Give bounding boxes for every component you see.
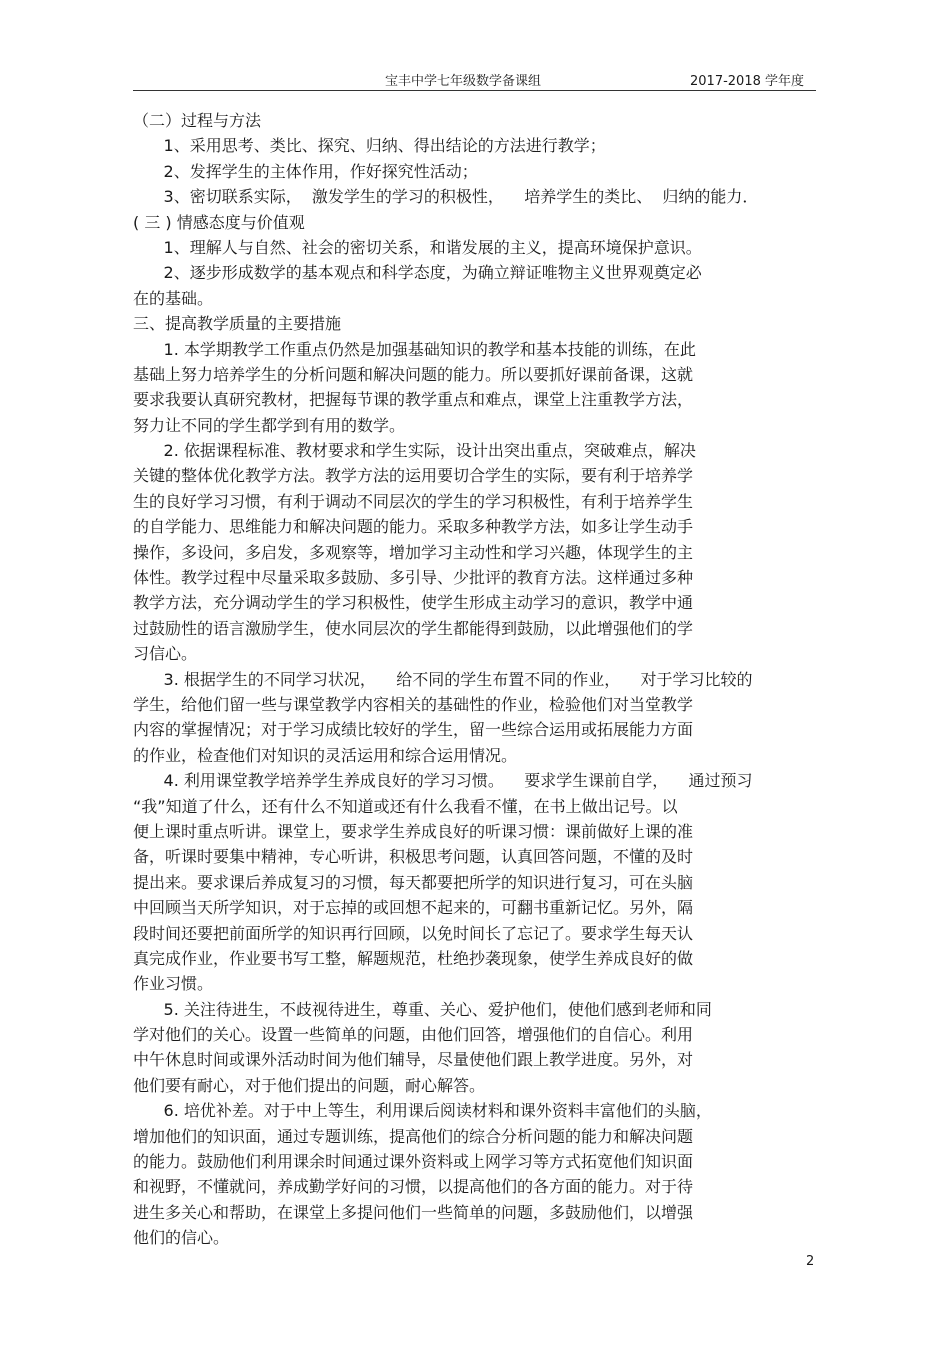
text-line: 增加他们的知识面，通过专题训练，提高他们的综合分析问题的能力和解决问题 xyxy=(133,1126,694,1146)
text-line: 的能力。鼓励他们利用课余时间通过课外资料或上网学习等方式拓宽他们知识面 xyxy=(133,1152,694,1172)
text-line: 习信心。 xyxy=(133,644,198,664)
text-line: 学对他们的关心。设置一些简单的问题，由他们回答，增强他们的自信心。利用 xyxy=(133,1025,694,1045)
text-line: ( 三 ) 情感态度与价值观 xyxy=(133,212,305,232)
text-line: 中午休息时间或课外活动时间为他们辅导，尽量使他们跟上教学进度。另外，对 xyxy=(133,1050,694,1070)
text-line: 要求我要认真研究教材，把握每节课的教学重点和难点，课堂上注重教学方法， xyxy=(133,390,694,410)
text-line: 2、逐步形成数学的基本观点和科学态度，为确立辩证唯物主义世界观奠定必 xyxy=(133,263,702,283)
text-line: 提出来。要求课后养成复习的习惯，每天都要把所学的知识进行复习，可在头脑 xyxy=(133,872,694,892)
text-line: 5. 关注待进生，不歧视待进生，尊重、关心、爱护他们，使他们感到老师和同 xyxy=(133,999,712,1019)
text-line: 3. 根据学生的不同学习状况， 给不同的学生布置不同的作业， 对于学习比较的 xyxy=(133,669,753,689)
header-group-name: 宝丰中学七年级数学备课组 xyxy=(385,74,542,89)
text-line: 作业习惯。 xyxy=(133,974,214,994)
text-line: 备，听课时要集中精神，专心听讲，积极思考问题，认真回答问题，不懂的及时 xyxy=(133,847,694,867)
text-line: 1、理解人与自然、社会的密切关系，和谐发展的主义，提高环境保护意识。 xyxy=(133,237,702,257)
text-line: （二）过程与方法 xyxy=(133,111,262,130)
text-line: 进生多关心和帮助，在课堂上多提问他们一些简单的问题，多鼓励他们，以增强 xyxy=(133,1202,694,1222)
text-line: 内容的掌握情况；对于学习成绩比较好的学生，留一些综合运用或拓展能力方面 xyxy=(133,720,694,740)
text-line: 1、采用思考、类比、探究、归纳、得出结论的方法进行教学； xyxy=(133,136,606,156)
text-line: 关键的整体优化教学方法。教学方法的运用要切合学生的实际，要有利于培养学 xyxy=(133,466,694,486)
text-line: 努力让不同的学生都学到有用的数学。 xyxy=(133,415,406,435)
text-line: 生的良好学习习惯，有利于调动不同层次的学生的学习积极性，有利于培养学生 xyxy=(133,491,694,511)
text-line: 2. 依据课程标准、教材要求和学生实际，设计出突出重点，突破难点，解决 xyxy=(133,441,696,461)
text-line: 基础上努力培养学生的分析问题和解决问题的能力。所以要抓好课前备课，这就 xyxy=(133,364,694,384)
text-line: 体性。教学过程中尽量采取多鼓励、多引导、少批评的教育方法。这样通过多种 xyxy=(133,568,694,588)
text-line: 他们的信心。 xyxy=(133,1228,230,1248)
text-line: 他们要有耐心，对于他们提出的问题，耐心解答。 xyxy=(133,1075,486,1095)
text-line: 学生，给他们留一些与课堂教学内容相关的基础性的作业，检验他们对当堂教学 xyxy=(133,694,694,714)
text-line: 6. 培优补差。对于中上等生，利用课后阅读材料和课外资料丰富他们的头脑， xyxy=(133,1101,712,1121)
text-line: 3、密切联系实际， 激发学生的学习的积极性， 培养学生的类比、 归纳的能力． xyxy=(133,187,759,207)
text-line: 真完成作业，作业要书写工整，解题规范，杜绝抄袭现象，使学生养成良好的做 xyxy=(133,948,694,968)
header-divider xyxy=(133,90,816,91)
page-number: 2 xyxy=(806,1254,815,1269)
text-line: 在的基础。 xyxy=(133,288,214,308)
text-line: 段时间还要把前面所学的知识再行回顾，以免时间长了忘记了。要求学生每天认 xyxy=(133,923,694,943)
document-body xyxy=(133,108,823,1251)
text-line: 4. 利用课堂教学培养学生养成良好的学习习惯。 要求学生课前自学， 通过预习 xyxy=(133,771,753,791)
text-line: 教学方法，充分调动学生的学习积极性，使学生形成主动学习的意识，教学中通 xyxy=(133,593,694,613)
text-line: 操作，多设问，多启发，多观察等，增加学习主动性和学习兴趣，体现学生的主 xyxy=(133,542,694,562)
text-line: 三、提高教学质量的主要措施 xyxy=(133,314,342,334)
text-line: 便上课时重点听讲。课堂上，要求学生养成良好的听课习惯：课前做好上课的准 xyxy=(133,821,694,841)
text-line: 和视野，不懂就问，养成勤学好问的习惯，以提高他们的各方面的能力。对于待 xyxy=(133,1177,694,1197)
header-school-year: 2017-2018 学年度 xyxy=(690,74,804,89)
text-line: 过鼓励性的语言激励学生，使水同层次的学生都能得到鼓励，以此增强他们的学 xyxy=(133,618,694,638)
text-line: 的自学能力、思维能力和解决问题的能力。采取多种教学方法，如多让学生动手 xyxy=(133,517,694,537)
text-line: 1. 本学期教学工作重点仍然是加强基础知识的教学和基本技能的训练，在此 xyxy=(133,339,696,359)
text-line: 2、发挥学生的主体作用，作好探究性活动； xyxy=(133,161,478,181)
text-line: “我”知道了什么，还有什么不知道或还有什么我看不懂，在书上做出记号。以 xyxy=(133,796,678,816)
text-line: 的作业，检查他们对知识的灵活运用和综合运用情况。 xyxy=(133,745,518,765)
text-line: 中回顾当天所学知识，对于忘掉的或回想不起来的，可翻书重新记忆。另外，隔 xyxy=(133,898,694,918)
